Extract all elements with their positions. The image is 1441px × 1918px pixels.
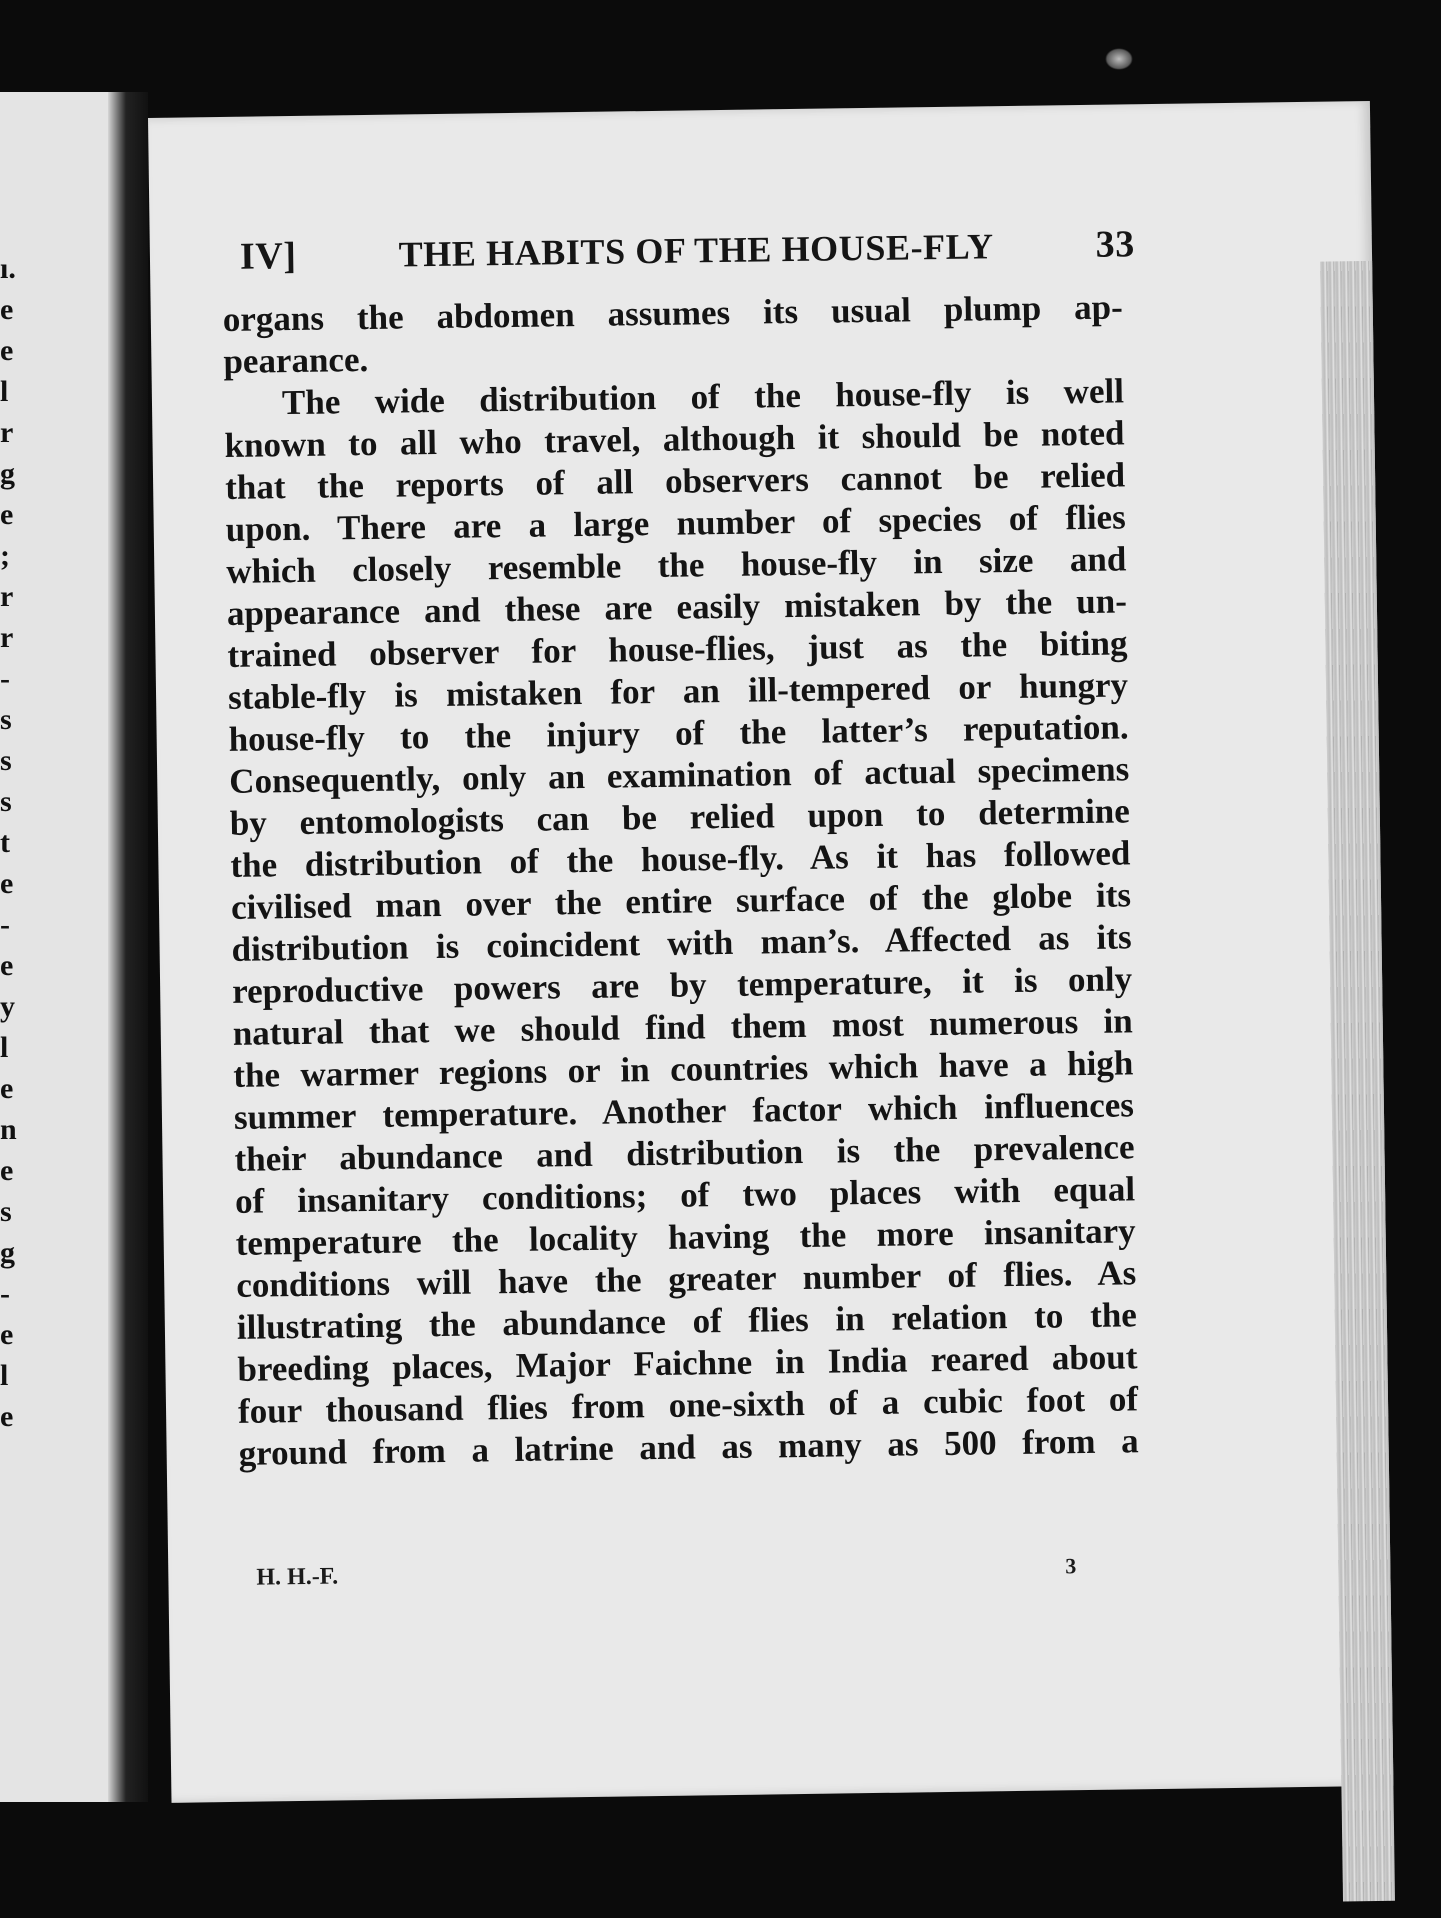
text-line: civilised man over the entire surface of the globe its — [230, 875, 1132, 927]
signature-mark: H. H.-F. — [256, 1563, 339, 1591]
text-line: which closely resemble the house-fly in size and — [226, 539, 1127, 591]
text-line: conditions will have the greater number of flies. As — [236, 1253, 1137, 1305]
margin-letter: - — [0, 1277, 10, 1310]
margin-letter: e — [0, 334, 14, 367]
text-line: upon. There are a large number of species of flies — [225, 497, 1126, 549]
margin-letter: l — [0, 1031, 9, 1064]
text-line: distribution is coincident with man’s. Affected as its — [231, 917, 1132, 969]
page-number: 33 — [1095, 223, 1136, 266]
margin-letter: s — [0, 744, 12, 777]
text-line: known to all who travel, although it should be noted — [224, 413, 1125, 465]
text-line: appearance and these are easily mistaken by the un- — [226, 581, 1128, 633]
text-line: of insanitary conditions; of two places with equal — [234, 1169, 1136, 1221]
paragraph-2 — [224, 370, 1139, 1474]
text-line: house-fly to the injury of the latter’s reputation. — [228, 707, 1129, 759]
text-line: temperature the locality having the more insanitary — [235, 1211, 1136, 1263]
right-page — [148, 101, 1393, 1803]
text-line: illustrating the abundance of flies in relation to the — [236, 1295, 1138, 1347]
margin-letter: s — [0, 785, 12, 818]
page-edges — [1320, 261, 1395, 1902]
margin-letter: e — [0, 498, 14, 531]
margin-letter: e — [0, 1400, 14, 1433]
margin-letter: t — [0, 826, 10, 859]
page-footer — [256, 1553, 1076, 1591]
text-line: Consequently, only an examination of actual specimens — [228, 749, 1130, 801]
margin-letter: ı. — [0, 252, 16, 285]
margin-letter: n — [0, 1113, 17, 1146]
margin-letter: r — [0, 621, 14, 654]
margin-letter: r — [0, 416, 14, 449]
text-line: organs the abdomen assumes its usual plump ap- — [222, 287, 1124, 339]
margin-letter: l — [0, 375, 9, 408]
left-page-margin-letters — [0, 248, 22, 1437]
margin-letter: e — [0, 293, 14, 326]
text-line: ground from a latrine and as many as 500 from a — [238, 1421, 1139, 1473]
text-line: their abundance and distribution is the prevalence — [234, 1127, 1135, 1179]
text-line: reproductive powers are by temperature, it is only — [231, 959, 1133, 1011]
margin-letter: g — [0, 1236, 15, 1269]
text-line: that the reports of all observers cannot be relied — [224, 455, 1126, 507]
running-head — [240, 222, 1136, 278]
body-text — [223, 286, 1139, 1474]
margin-letter: - — [0, 908, 10, 941]
margin-letter: r — [0, 580, 14, 613]
text-line: pearance. — [223, 339, 369, 381]
margin-letter: s — [0, 1195, 12, 1228]
margin-letter: - — [0, 662, 10, 695]
book-gutter — [108, 92, 148, 1802]
margin-letter: l — [0, 1359, 9, 1392]
smudge-mark — [1105, 48, 1133, 70]
sheet-number: 3 — [1065, 1553, 1077, 1579]
text-line: the warmer regions or in countries which have a high — [233, 1043, 1134, 1095]
text-line: breeding places, Major Faichne in India reared about — [237, 1337, 1138, 1389]
text-line: summer temperature. Another factor which influences — [233, 1085, 1135, 1137]
margin-letter: e — [0, 949, 14, 982]
margin-letter: ; — [0, 539, 10, 572]
text-line: by entomologists can be relied upon to determine — [229, 791, 1131, 843]
margin-letter: e — [0, 1072, 14, 1105]
text-line: the distribution of the house-fly. As it has followed — [230, 833, 1131, 885]
paragraph-1 — [223, 286, 1124, 383]
margin-letter: g — [0, 457, 15, 490]
text-line: four thousand flies from one-sixth of a cubic foot of — [237, 1379, 1139, 1431]
margin-letter: e — [0, 1154, 14, 1187]
text-line: trained observer for house-flies, just as the biting — [227, 623, 1128, 675]
page-title: THE HABITS OF THE HOUSE-FLY — [398, 226, 994, 275]
text-line: natural that we should find them most numerous in — [232, 1001, 1133, 1053]
chapter-number: IV] — [239, 234, 297, 278]
margin-letter: e — [0, 867, 14, 900]
margin-letter: y — [0, 990, 15, 1023]
text-line: The wide distribution of the house-fly is well — [281, 371, 1125, 423]
margin-letter: e — [0, 1318, 14, 1351]
margin-letter: s — [0, 703, 12, 736]
text-line: stable-fly is mistaken for an ill-tempered or hungry — [227, 665, 1129, 717]
